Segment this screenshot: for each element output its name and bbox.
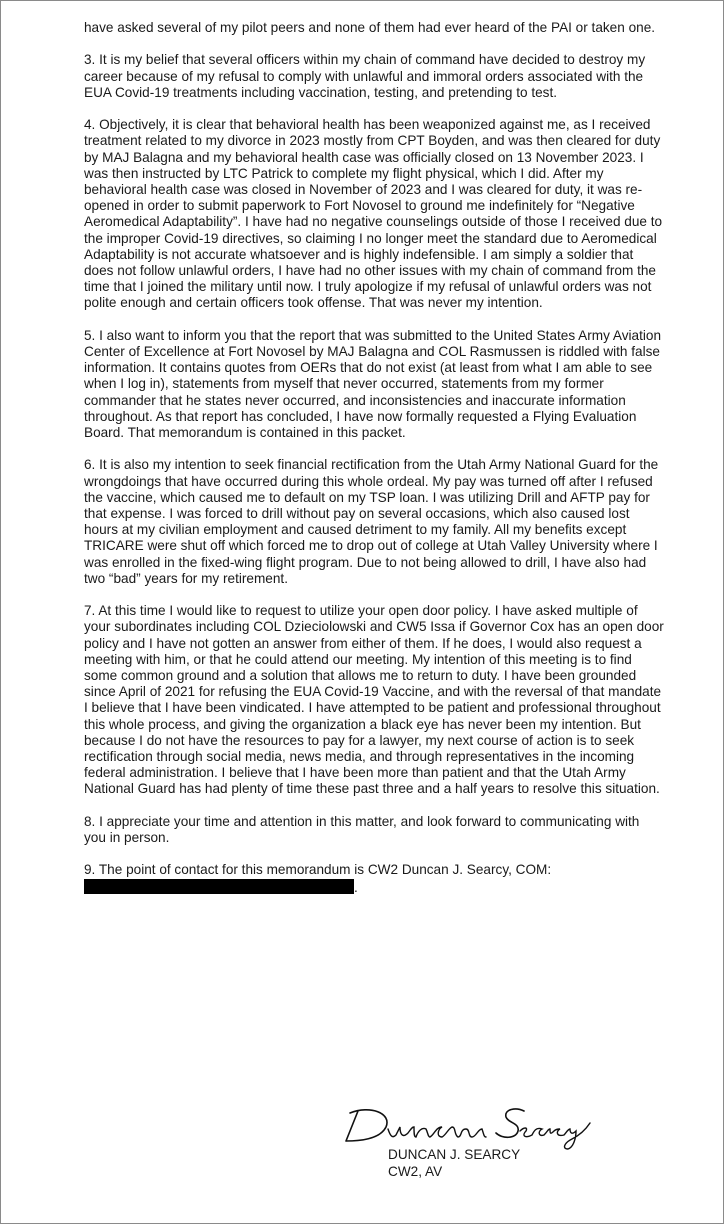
paragraph-4: 4. Objectively, it is clear that behavioral health has been weaponized against me, as I received treatment related to my divorce in 2023 mostly from CPT Boyden, and was then cleared for duty by MAJ Balagna and my behavioral health case was officially closed on 13 November 2023. I was then instructed by LTC Patrick to complete my flight physical, which I did. After my behavioral health case was closed in November of 2023 and I was cleared for duty, it was re-opened in order to submit paperwork to Fort Novosel to ground me indefinitely for “Negative Aeromedical Adaptability”. I have had no negative counselings outside of those I received due to the improper Covid-19 directives, so claiming I no longer meet the standard due to Aeromedical Adaptability is not accurate whatsoever and is highly indefensible. I am simply a soldier that does not follow unlawful orders, I have had no other issues with my chain of command from the time that I joined the military until now. I truly apologize if my refusal of unlawful orders was not polite enough and certain officers took offense. That was never my intention. bbox=[84, 117, 663, 311]
memo-body bbox=[84, 20, 664, 912]
paragraph-8: 8. I appreciate your time and attention in this matter, and look forward to communicating with you in person. bbox=[84, 813, 640, 846]
signature-block bbox=[388, 1147, 520, 1180]
paragraph-7: 7. At this time I would like to request to utilize your open door policy. I have asked multiple of your subordinates including COL Dzieciolowski and CW5 Issa if Governor Cox has an open door policy and I have not gotten an answer from either of them. If he does, I would also request a meeting with him, or that he could attend our meeting. My intention of this meeting is to find some common ground and a solution that allows me to return to duty. I have been grounded since April of 2021 for refusing the EUA Covid-19 Vaccine, and with the reversal of that mandate I believe that I have been vindicated. I have attempted to be patient and professional throughout this whole process, and giving the organization a black eye has never been my intention. But because I do not have the resources to pay for a lawyer, my next course of action is to seek rectification through social media, news media, and through representatives in the incoming federal administration. I believe that I have been more than patient and that the Utah Army National Guard has had plenty of time these past three and a half years to resolve this situation. bbox=[84, 603, 664, 797]
handwritten-signature bbox=[336, 1099, 596, 1151]
poc-trailing-period: . bbox=[354, 879, 358, 895]
paragraph-continuation: have asked several of my pilot peers and none of them had ever heard of the PAI or taken one. bbox=[84, 20, 656, 35]
paragraph-6: 6. It is also my intention to seek financial rectification from the Utah Army National Guard for the wrongdoings that have occurred during this whole ordeal. My pay was turned off after I refused the vaccine, which caused me to default on my TSP loan. I was utilizing Drill and AFTP pay for that expense. I was forced to drill without pay on several occasions, which also caused lost hours at my civilian employment and caused detriment to my family. All my benefits except TRICARE were shut off which forced me to drop out of college at Utah Valley University where I was enrolled in the fixed-wing flight program. Due to not being allowed to drill, I have also had two “bad” years for my retirement. bbox=[84, 457, 659, 586]
paragraph-9-point-of-contact bbox=[84, 862, 664, 895]
paragraph-5: 5. I also want to inform you that the report that was submitted to the United States Army Aviation Center of Excellence at Fort Novosel by MAJ Balagna and COL Rasmussen is riddled with false information. It contains quotes from OERs that do not exist (at least from what I am able to see when I log in), statements from myself that never occurred, statements from my former commander that he states never occurred, and inconsistencies and inaccurate information throughout. As that report has concluded, I have now formally requested a Flying Evaluation Board. That memorandum is contained in this packet. bbox=[84, 327, 662, 441]
poc-text: 9. The point of contact for this memorandum is CW2 Duncan J. Searcy, COM: bbox=[84, 862, 552, 878]
signer-name: DUNCAN J. SEARCY bbox=[388, 1147, 521, 1162]
redaction-bar bbox=[84, 879, 354, 894]
signer-rank: CW2, AV bbox=[388, 1163, 443, 1179]
paragraph-3: 3. It is my belief that several officers within my chain of command have decided to destroy my career because of my refusal to comply with unlawful and immoral orders associated with the EUA Covid-19 treatments including vaccination, testing, and pretending to test. bbox=[84, 52, 646, 100]
